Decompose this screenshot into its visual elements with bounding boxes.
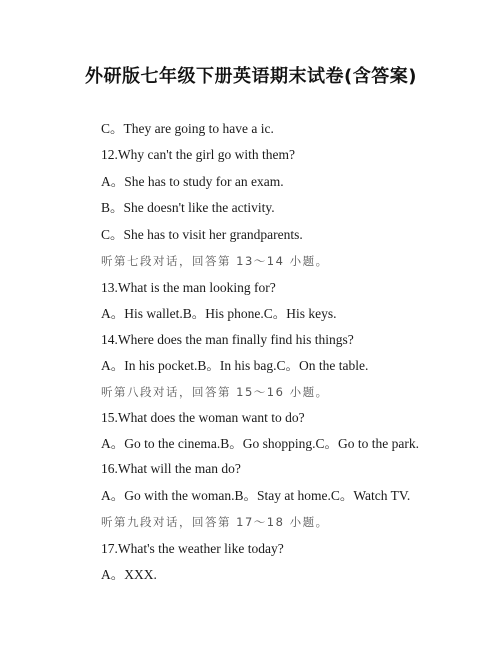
text-line: C。She has to visit her grandparents. [101, 227, 303, 242]
section-instruction: 听第八段对话，回答第 15～16 小题。 [101, 385, 329, 399]
text-line: 12.Why can't the girl go with them? [101, 147, 296, 162]
text-line: C。They are going to have a ic. [101, 121, 274, 136]
text-line: 15.What does the woman want to do? [101, 410, 305, 425]
text-line: A。Go with the woman.B。Stay at home.C。Watch TV. [101, 488, 411, 503]
text-line: A。In his pocket.B。In his bag.C。On the table. [101, 358, 369, 373]
text-line: 17.What's the weather like today? [101, 541, 284, 556]
section-instruction: 听第七段对话，回答第 13～14 小题。 [101, 254, 329, 268]
section-instruction: 听第九段对话，回答第 17～18 小题。 [101, 515, 329, 529]
document-title: 外研版七年级下册英语期末试卷(含答案) [85, 66, 417, 87]
text-line: 14.Where does the man finally find his things? [101, 332, 354, 347]
text-line: 13.What is the man looking for? [101, 280, 276, 295]
text-line: A。She has to study for an exam. [101, 174, 284, 189]
text-line: 16.What will the man do? [101, 461, 241, 476]
text-line: A。His wallet.B。His phone.C。His keys. [101, 306, 337, 321]
text-line: A。XXX. [101, 567, 157, 582]
text-line: B。She doesn't like the activity. [101, 200, 275, 215]
text-line: A。Go to the cinema.B。Go shopping.C。Go to the park. [101, 436, 419, 451]
